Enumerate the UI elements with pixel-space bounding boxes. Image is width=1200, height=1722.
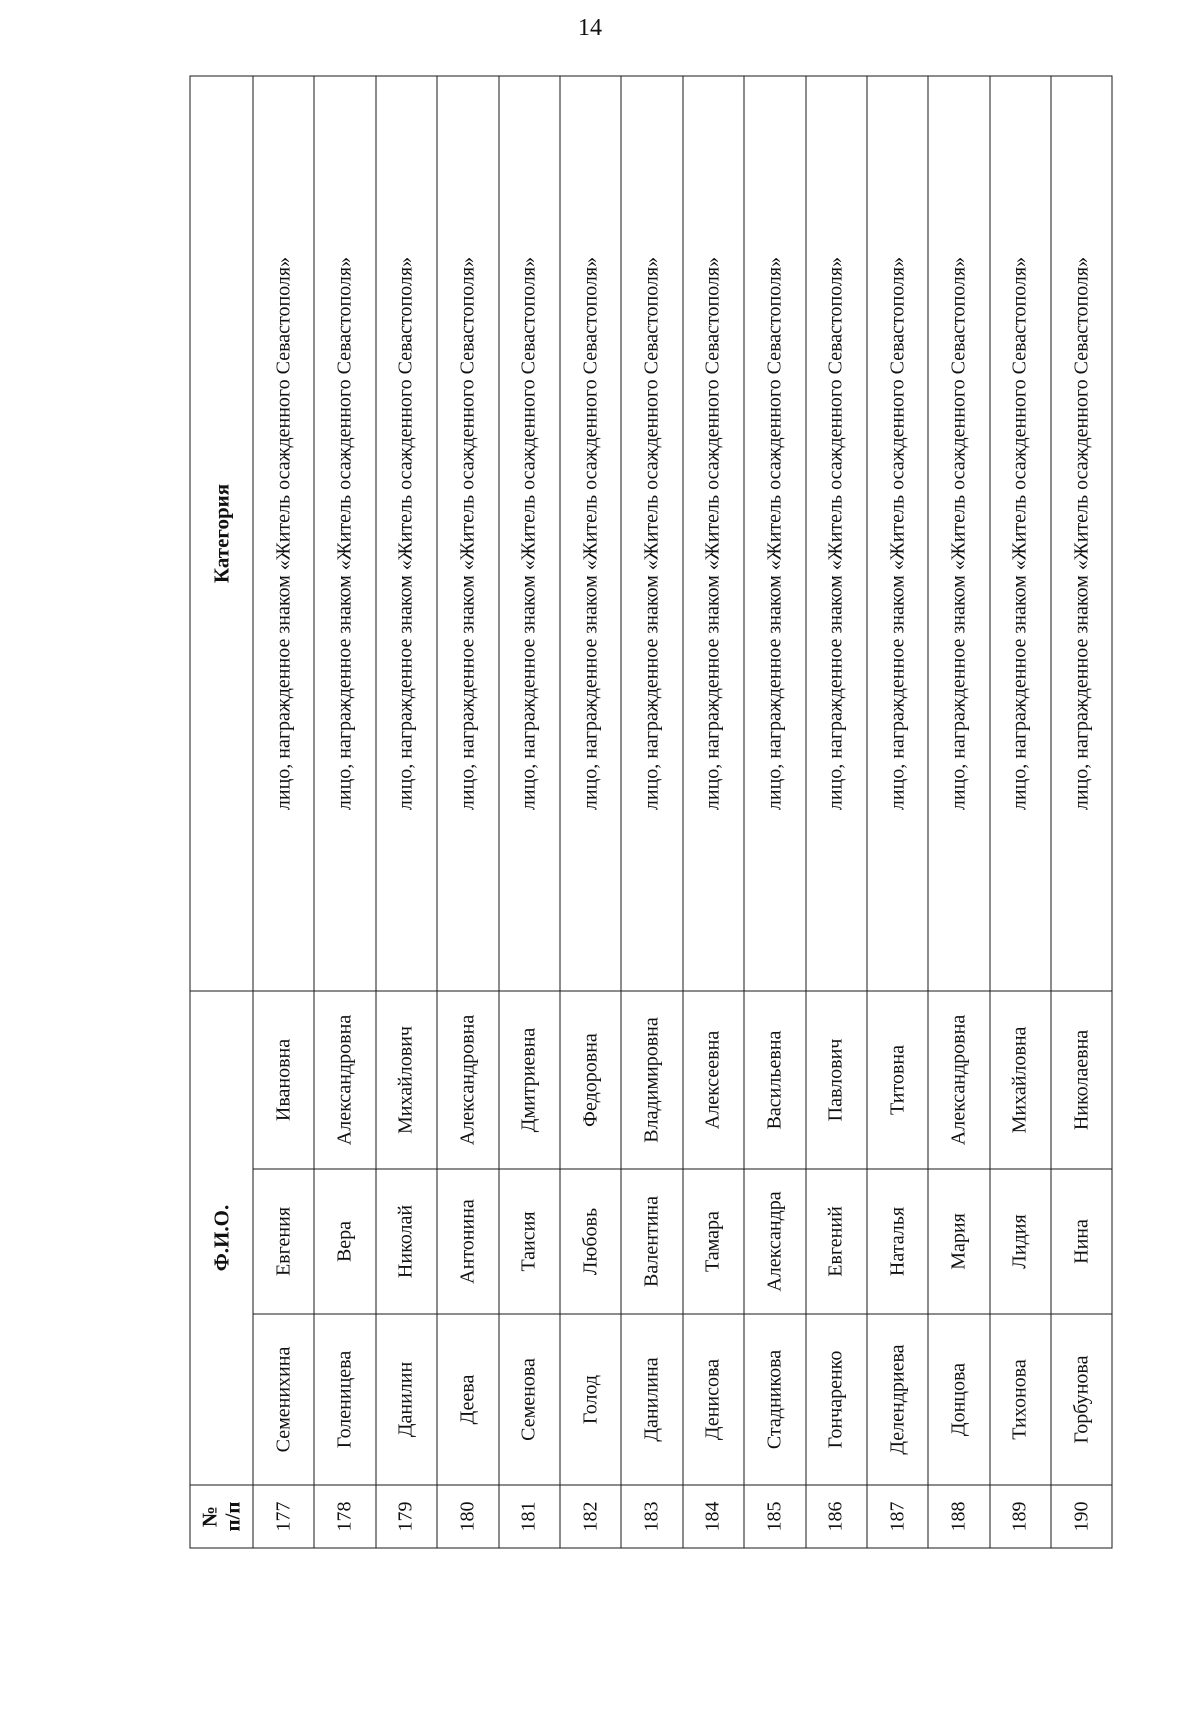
table-header-row bbox=[190, 76, 253, 1548]
patronymic-cell: Павлович bbox=[805, 991, 866, 1169]
category-cell: лицо, награжденное знаком «Житель осажденного Севастополя» bbox=[314, 76, 375, 991]
row-number-cell: 179 bbox=[375, 1485, 436, 1548]
surname-cell: Голод bbox=[559, 1314, 620, 1485]
header-number-label: п/п bbox=[220, 1500, 244, 1532]
first-name-cell: Любовь bbox=[559, 1169, 620, 1314]
table-row bbox=[682, 76, 743, 1548]
first-name-cell: Тамара bbox=[682, 1169, 743, 1314]
category-cell: лицо, награжденное знаком «Житель осажденного Севастополя» bbox=[621, 76, 682, 991]
header-number bbox=[190, 1485, 253, 1548]
patronymic-cell: Владимировна bbox=[621, 991, 682, 1169]
patronymic-cell: Титовна bbox=[866, 991, 927, 1169]
first-name-cell: Наталья bbox=[866, 1169, 927, 1314]
first-name-cell: Евгений bbox=[805, 1169, 866, 1314]
table-row bbox=[805, 76, 866, 1548]
row-number-cell: 184 bbox=[682, 1485, 743, 1548]
first-name-cell: Таисия bbox=[498, 1169, 559, 1314]
header-number-symbol: № bbox=[197, 1505, 221, 1527]
first-name-cell: Валентина bbox=[621, 1169, 682, 1314]
patronymic-cell: Александровна bbox=[928, 991, 989, 1169]
rotated-table-wrapper bbox=[189, 76, 1102, 1548]
surname-cell: Стадникова bbox=[744, 1314, 805, 1485]
table-row bbox=[314, 76, 375, 1548]
row-number-cell: 190 bbox=[1051, 1485, 1112, 1548]
first-name-cell: Нина bbox=[1051, 1169, 1112, 1314]
category-cell: лицо, награжденное знаком «Житель осажденного Севастополя» bbox=[253, 76, 314, 991]
table-row bbox=[621, 76, 682, 1548]
row-number-cell: 177 bbox=[253, 1485, 314, 1548]
category-cell: лицо, награжденное знаком «Житель осажденного Севастополя» bbox=[805, 76, 866, 991]
surname-cell: Семенихина bbox=[253, 1314, 314, 1485]
surname-cell: Данилина bbox=[621, 1314, 682, 1485]
patronymic-cell: Александровна bbox=[437, 991, 498, 1169]
row-number-cell: 183 bbox=[621, 1485, 682, 1548]
first-name-cell: Вера bbox=[314, 1169, 375, 1314]
first-name-cell: Антонина bbox=[437, 1169, 498, 1314]
category-cell: лицо, награжденное знаком «Житель осажденного Севастополя» bbox=[866, 76, 927, 991]
first-name-cell: Александра bbox=[744, 1169, 805, 1314]
patronymic-cell: Ивановна bbox=[253, 991, 314, 1169]
row-number-cell: 186 bbox=[805, 1485, 866, 1548]
category-cell: лицо, награжденное знаком «Житель осажденного Севастополя» bbox=[498, 76, 559, 991]
patronymic-cell: Алексеевна bbox=[682, 991, 743, 1169]
table-row bbox=[437, 76, 498, 1548]
category-cell: лицо, награжденное знаком «Житель осажденного Севастополя» bbox=[928, 76, 989, 991]
surname-cell: Горбунова bbox=[1051, 1314, 1112, 1485]
patronymic-cell: Федоровна bbox=[559, 991, 620, 1169]
header-fio: Ф.И.О. bbox=[190, 991, 253, 1485]
page-number: 14 bbox=[578, 15, 602, 41]
first-name-cell: Мария bbox=[928, 1169, 989, 1314]
patronymic-cell: Дмитриевна bbox=[498, 991, 559, 1169]
first-name-cell: Николай bbox=[375, 1169, 436, 1314]
category-cell: лицо, награжденное знаком «Житель осажденного Севастополя» bbox=[1051, 76, 1112, 991]
row-number-cell: 182 bbox=[559, 1485, 620, 1548]
table-row bbox=[1051, 76, 1112, 1548]
surname-cell: Данилин bbox=[375, 1314, 436, 1485]
category-cell: лицо, награжденное знаком «Житель осажденного Севастополя» bbox=[989, 76, 1050, 991]
table-row bbox=[375, 76, 436, 1548]
surname-cell: Денисова bbox=[682, 1314, 743, 1485]
table-row bbox=[498, 76, 559, 1548]
category-cell: лицо, награжденное знаком «Житель осажденного Севастополя» bbox=[559, 76, 620, 991]
surname-cell: Гончаренко bbox=[805, 1314, 866, 1485]
first-name-cell: Лидия bbox=[989, 1169, 1050, 1314]
first-name-cell: Евгения bbox=[253, 1169, 314, 1314]
roster-table bbox=[189, 75, 1112, 1548]
row-number-cell: 189 bbox=[989, 1485, 1050, 1548]
table-row bbox=[928, 76, 989, 1548]
patronymic-cell: Васильевна bbox=[744, 991, 805, 1169]
surname-cell: Тихонова bbox=[989, 1314, 1050, 1485]
surname-cell: Семенова bbox=[498, 1314, 559, 1485]
table-row bbox=[253, 76, 314, 1548]
patronymic-cell: Михайлович bbox=[375, 991, 436, 1169]
table-body bbox=[253, 76, 1112, 1548]
patronymic-cell: Александровна bbox=[314, 991, 375, 1169]
row-number-cell: 188 bbox=[928, 1485, 989, 1548]
category-cell: лицо, награжденное знаком «Житель осажденного Севастополя» bbox=[744, 76, 805, 991]
surname-cell: Голеницева bbox=[314, 1314, 375, 1485]
table-row bbox=[866, 76, 927, 1548]
table-row bbox=[989, 76, 1050, 1548]
patronymic-cell: Николаевна bbox=[1051, 991, 1112, 1169]
patronymic-cell: Михайловна bbox=[989, 991, 1050, 1169]
table-row bbox=[744, 76, 805, 1548]
header-category: Категория bbox=[190, 76, 253, 991]
category-cell: лицо, награжденное знаком «Житель осажденного Севастополя» bbox=[375, 76, 436, 991]
row-number-cell: 178 bbox=[314, 1485, 375, 1548]
category-cell: лицо, награжденное знаком «Житель осажденного Севастополя» bbox=[437, 76, 498, 991]
surname-cell: Донцова bbox=[928, 1314, 989, 1485]
surname-cell: Деева bbox=[437, 1314, 498, 1485]
category-cell: лицо, награжденное знаком «Житель осажденного Севастополя» bbox=[682, 76, 743, 991]
surname-cell: Делендриева bbox=[866, 1314, 927, 1485]
row-number-cell: 180 bbox=[437, 1485, 498, 1548]
table-row bbox=[559, 76, 620, 1548]
row-number-cell: 181 bbox=[498, 1485, 559, 1548]
row-number-cell: 185 bbox=[744, 1485, 805, 1548]
row-number-cell: 187 bbox=[866, 1485, 927, 1548]
